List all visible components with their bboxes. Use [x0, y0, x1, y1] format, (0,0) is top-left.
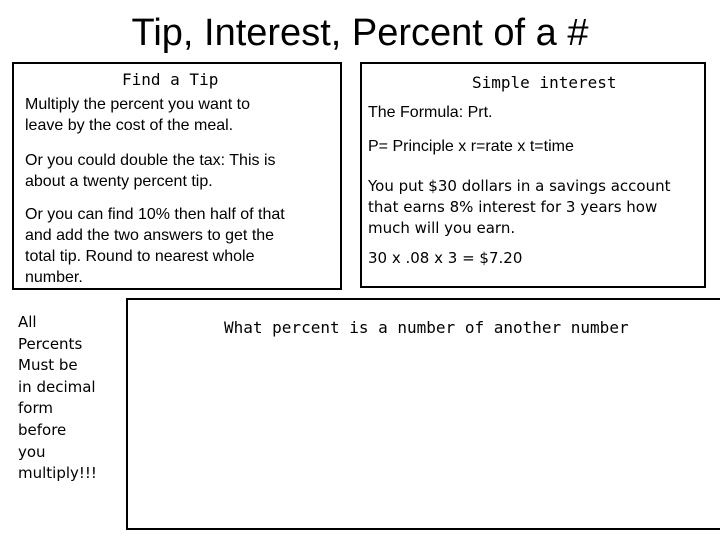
find-tip-heading: Find a Tip [122, 70, 219, 89]
simple-interest-box [360, 62, 706, 288]
interest-example-line-3: much will you earn. [368, 219, 516, 237]
tip-p3-line-4: number. [25, 269, 83, 286]
reminder-line-6: before [18, 420, 67, 439]
tip-paragraph-3 [25, 204, 285, 288]
interest-example [368, 176, 671, 239]
interest-variables: P= Principle x r=rate x t=time [368, 138, 574, 155]
interest-calculation: 30 x .08 x 3 = $7.20 [368, 249, 523, 267]
reminder-line-5: form [18, 399, 53, 418]
tip-p1-line-1: Multiply the percent you want to [25, 96, 251, 113]
interest-example-line-2: that earns 8% interest for 3 years how [368, 198, 658, 216]
tip-p2-line-1: Or you could double the tax: This is [25, 152, 276, 169]
decimal-reminder [18, 312, 122, 485]
page-title: Tip, Interest, Percent of a # [131, 12, 589, 54]
interest-formula: The Formula: Prt. [368, 104, 493, 121]
tip-p1-line-2: leave by the cost of the meal. [25, 117, 234, 134]
reminder-line-8: multiply!!! [18, 464, 97, 483]
tip-p3-line-2: and add the two answers to get the [25, 227, 275, 244]
percent-of-number-box [126, 298, 720, 530]
tip-paragraph-2 [25, 150, 276, 192]
reminder-line-2: Percents [18, 334, 83, 353]
find-tip-box [12, 62, 342, 290]
reminder-line-1: All [18, 313, 37, 331]
reminder-line-3: Must be [18, 356, 78, 375]
tip-p3-line-3: total tip. Round to nearest whole [25, 248, 255, 265]
percent-of-number-heading: What percent is a number of another number [224, 318, 629, 337]
simple-interest-heading: Simple interest [472, 73, 617, 92]
tip-p2-line-2: about a twenty percent tip. [25, 173, 213, 190]
tip-paragraph-1 [25, 94, 250, 136]
reminder-line-7: you [18, 442, 46, 461]
interest-example-line-1: You put $30 dollars in a savings account [368, 177, 671, 195]
reminder-line-4: in decimal [18, 377, 96, 396]
tip-p3-line-1: Or you can find 10% then half of that [25, 206, 285, 223]
